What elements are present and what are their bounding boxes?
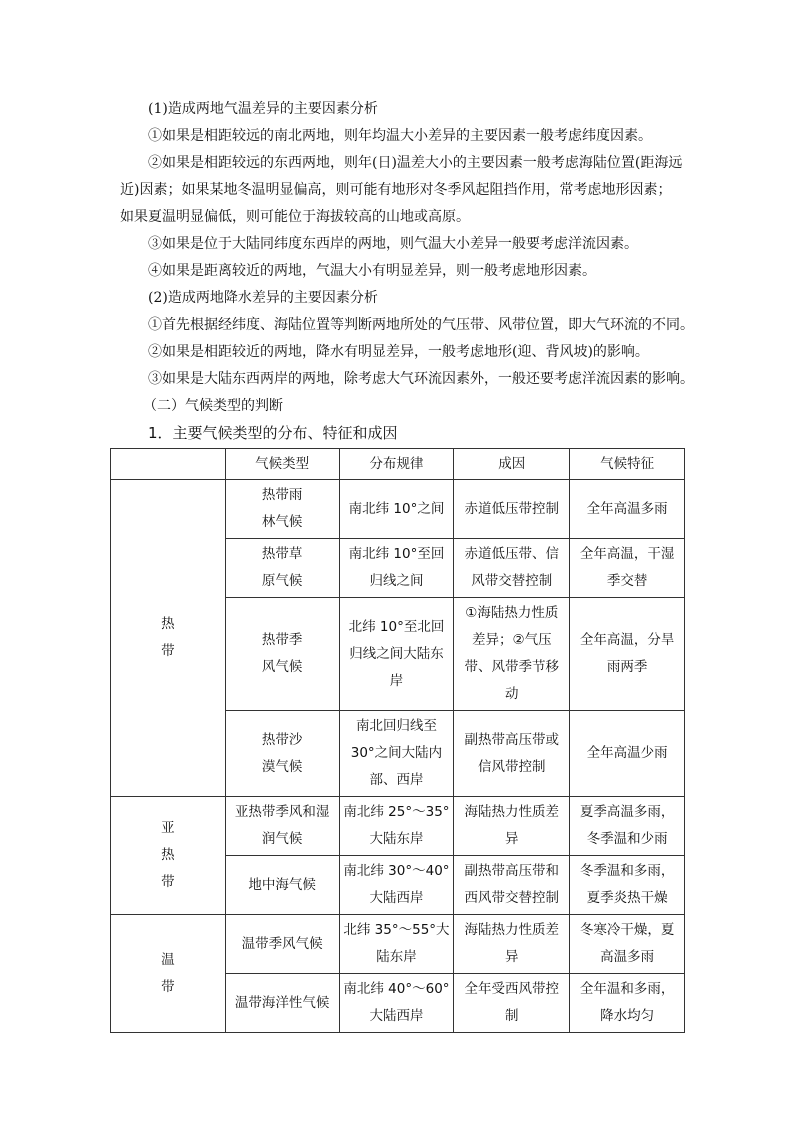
cell-line: 冬季温和多雨， — [579, 863, 675, 879]
subheading: （二）气候类型的判断 — [143, 398, 283, 414]
header-feature: 气候特征 — [570, 449, 685, 480]
section2-heading: (2)造成两地降水差异的主要因素分析 — [148, 290, 378, 306]
table-row — [111, 797, 685, 856]
cell-line: 北纬 10°至北回 — [348, 618, 445, 635]
distribution-cell — [339, 915, 454, 974]
cell-line: 热带雨 — [261, 487, 303, 503]
feature-cell — [570, 711, 685, 797]
zone-cell — [111, 797, 226, 915]
cell-line: 南北纬 30°～40° — [343, 863, 450, 879]
cell-line: 岸 — [389, 672, 404, 689]
zone-label: 带 — [161, 874, 175, 890]
zone-label: 热 — [161, 616, 175, 632]
cell-line: 北纬 35°～55°大 — [343, 922, 450, 938]
cell-line: 热带草 — [261, 546, 303, 562]
cell-line: 海陆热力性质差 — [464, 804, 560, 820]
climate-type-cell — [225, 915, 339, 974]
table-header-row — [111, 449, 685, 480]
feature-cell — [570, 974, 685, 1033]
cell-line: 亚热带季风和湿 — [234, 804, 330, 820]
cell-line: 全年高温，分旱 — [579, 632, 675, 648]
header-distribution: 分布规律 — [339, 449, 454, 480]
section2-item-2: ②如果是相距较近的两地，降水有明显差异，一般考虑地形(迎、背风坡)的影响。 — [148, 344, 649, 360]
cell-line: 润气候 — [261, 831, 303, 847]
zone-label: 亚 — [161, 820, 175, 836]
cell-line: 制 — [505, 1008, 519, 1024]
cell-line: 雨两季 — [606, 659, 648, 675]
cause-cell — [454, 711, 570, 797]
feature-cell — [570, 797, 685, 856]
climate-type-cell — [225, 797, 339, 856]
climate-type-cell — [225, 598, 339, 711]
cell-line: 温带海洋性气候 — [234, 994, 330, 1011]
section1-item-3: ③如果是位于大陆同纬度东西岸的两地，则气温大小差异一般要考虑洋流因素。 — [148, 236, 638, 252]
cause-cell — [454, 915, 570, 974]
header-zone — [111, 449, 226, 480]
cell-line: 全年高温，干湿 — [579, 546, 675, 562]
distribution-cell — [339, 598, 454, 711]
distribution-cell — [339, 711, 454, 797]
feature-cell — [570, 480, 685, 539]
cell-line: 高温多雨 — [600, 949, 655, 965]
cell-line: 热带沙 — [261, 731, 303, 748]
cause-cell — [454, 539, 570, 598]
cell-line: 海陆热力性质差 — [464, 922, 560, 938]
distribution-cell — [339, 974, 454, 1033]
distribution-cell — [339, 797, 454, 856]
section1-item-1: ①如果是相距较远的南北两地，则年均温大小差异的主要因素一般考虑纬度因素。 — [148, 128, 652, 144]
cell-line: 异 — [505, 831, 519, 847]
section1-item-2-line2: 近)因素；如果某地冬温明显偏高，则可能有地形对冬季风起阻挡作用，常考虑地形因素； — [120, 182, 672, 198]
section1-heading: (1)造成两地气温差异的主要因素分析 — [148, 101, 378, 117]
feature-cell — [570, 856, 685, 915]
cell-line: 温带季风气候 — [241, 935, 323, 952]
cell-line: 异 — [505, 949, 519, 965]
cell-line: 大陆西岸 — [369, 890, 424, 906]
zone-label: 带 — [161, 643, 175, 659]
cell-line: 归线之间 — [369, 573, 424, 589]
feature-cell — [570, 598, 685, 711]
feature-cell — [570, 539, 685, 598]
table-row — [111, 480, 685, 539]
cause-cell — [454, 856, 570, 915]
cell-line: 动 — [505, 686, 519, 702]
section1-item-2-line1: ②如果是相距较远的东西两地，则年(日)温差大小的主要因素一般考虑海陆位置(距海远 — [148, 155, 683, 171]
cell-line: 漠气候 — [261, 758, 303, 775]
cell-line: 全年温和多雨， — [579, 981, 675, 997]
feature-cell — [570, 915, 685, 974]
cell-line: 南北纬 10°之间 — [348, 500, 445, 517]
cell-line: 赤道低压带、信 — [464, 546, 560, 562]
section1-item-2-line3: 如果夏温明显偏低，则可能位于海拔较高的山地或高原。 — [120, 209, 470, 225]
cell-line: 夏季炎热干燥 — [586, 890, 668, 906]
cell-line: 信风带控制 — [478, 758, 546, 775]
cell-line: 部、西岸 — [369, 772, 424, 788]
cell-line: 季交替 — [606, 573, 648, 589]
table-title: 1．主要气候类型的分布、特征和成因 — [148, 424, 398, 442]
cell-line: 赤道低压带控制 — [464, 500, 560, 517]
cell-line: 冬寒冷干燥，夏 — [579, 922, 675, 938]
cell-line: 冬季温和少雨 — [586, 831, 668, 847]
zone-label: 温 — [161, 951, 175, 968]
climate-type-cell — [225, 480, 339, 539]
cell-line: 地中海气候 — [248, 876, 316, 893]
zone-label: 带 — [161, 978, 175, 995]
cell-line: 林气候 — [261, 514, 303, 530]
cell-line: 风带交替控制 — [471, 573, 553, 589]
zone-label: 热 — [161, 847, 175, 863]
cause-cell — [454, 797, 570, 856]
cell-line: 南北纬 10°至回 — [348, 546, 445, 562]
cause-cell — [454, 598, 570, 711]
cell-line: 全年受西风带控 — [464, 981, 560, 997]
zone-cell — [111, 915, 226, 1033]
table-row — [111, 915, 685, 974]
cell-line: 西风带交替控制 — [464, 890, 560, 906]
climate-table — [110, 448, 685, 1033]
cell-line: 热带季 — [261, 632, 303, 648]
cause-cell — [454, 480, 570, 539]
cell-line: 南北回归线至 — [355, 718, 437, 734]
cell-line: 副热带高压带或 — [464, 731, 560, 748]
cell-line: 大陆西岸 — [369, 1008, 424, 1024]
cause-cell — [454, 974, 570, 1033]
cell-line: 归线之间大陆东 — [349, 645, 444, 662]
cell-line: ①海陆热力性质 — [465, 605, 559, 621]
distribution-cell — [339, 539, 454, 598]
cell-line: 原气候 — [261, 573, 303, 589]
header-type: 气候类型 — [225, 449, 339, 480]
cell-line: 差异；②气压 — [471, 632, 552, 648]
header-cause: 成因 — [454, 449, 570, 480]
cell-line: 南北纬 40°～60° — [343, 981, 450, 997]
climate-type-cell — [225, 539, 339, 598]
distribution-cell — [339, 480, 454, 539]
section2-item-3: ③如果是大陆东西两岸的两地，除考虑大气环流因素外，一般还要考虑洋流因素的影响。 — [148, 371, 694, 387]
cell-line: 30°之间大陆内 — [350, 745, 443, 761]
climate-type-cell — [225, 711, 339, 797]
section2-item-1: ①首先根据经纬度、海陆位置等判断两地所处的气压带、风带位置，即大气环流的不同。 — [148, 317, 694, 333]
zone-cell — [111, 480, 226, 797]
section1-item-4: ④如果是距离较近的两地，气温大小有明显差异，则一般考虑地形因素。 — [148, 263, 596, 279]
climate-type-cell — [225, 856, 339, 915]
cell-line: 全年高温少雨 — [586, 745, 668, 761]
distribution-cell — [339, 856, 454, 915]
cell-line: 大陆东岸 — [369, 831, 424, 847]
climate-type-cell — [225, 974, 339, 1033]
cell-line: 副热带高压带和 — [464, 863, 560, 879]
cell-line: 陆东岸 — [376, 949, 417, 965]
cell-line: 全年高温多雨 — [586, 500, 668, 517]
cell-line: 降水均匀 — [600, 1008, 655, 1024]
cell-line: 风气候 — [261, 659, 303, 675]
cell-line: 带、风带季节移 — [464, 659, 560, 675]
cell-line: 夏季高温多雨， — [579, 804, 675, 820]
cell-line: 南北纬 25°～35° — [343, 804, 450, 820]
